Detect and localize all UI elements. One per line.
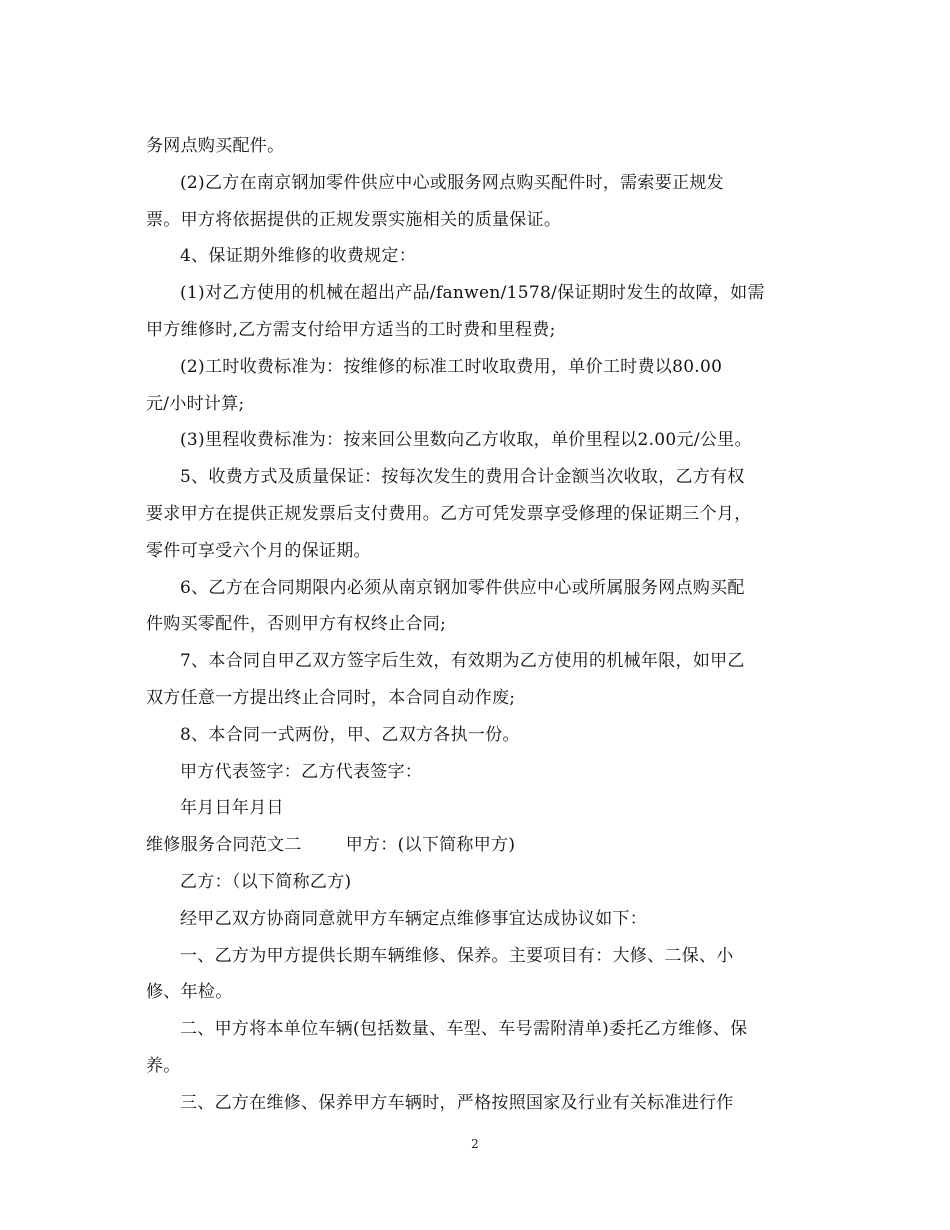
text-line: (3)里程收费标准为：按来回公里数向乙方收取，单价里程以2.00元/公里。: [180, 430, 752, 451]
text-line: 二、甲方将本单位车辆(包括数量、车型、车号需附清单)委托乙方维修、保: [180, 1019, 748, 1040]
text-line: 8、本合同一式两份，甲、乙双方各执一份。: [180, 724, 520, 745]
contract-title-line: [146, 827, 806, 864]
text-line: 双方任意一方提出终止合同时，本合同自动作废;: [146, 687, 516, 708]
page-number: 2: [471, 1137, 479, 1151]
text-line: (2)乙方在南京钢加零件供应中心或服务网点购买配件时，需索要正规发: [180, 172, 724, 193]
text-line: 票。甲方将依据提供的正规发票实施相关的质量保证。: [146, 209, 562, 230]
text-line: 件购买零配件，否则甲方有权终止合同;: [146, 614, 447, 635]
text-line: 6、乙方在合同期限内必须从南京钢加零件供应中心或所属服务网点购买配: [180, 577, 745, 598]
contract-title: 维修服务合同范文二: [146, 835, 302, 856]
text-line: 5、收费方式及质量保证：按每次发生的费用合计金额当次收取，乙方有权: [180, 467, 745, 488]
date-line: 年月日年月日: [180, 798, 284, 819]
text-line: 养。: [146, 1055, 181, 1076]
signature-line: 甲方代表签字：乙方代表签字：: [180, 761, 423, 782]
text-line: 一、乙方为甲方提供长期车辆维修、保养。主要项目有：大修、二保、小: [180, 945, 734, 966]
text-line: 甲方维修时,乙方需支付给甲方适当的工时费和里程费;: [146, 319, 556, 340]
document-body: [146, 128, 806, 1122]
section-heading: 4、保证期外维修的收费规定：: [180, 246, 417, 267]
text-line: (1)对乙方使用的机械在超出产品/fanwen/1578/保证期时发生的故障，如需: [180, 283, 765, 304]
text-line: 务网点购买配件。: [146, 136, 285, 156]
text-line: 修、年检。: [146, 982, 233, 1003]
text-line: 要求甲方在提供正规发票后支付费用。乙方可凭发票享受修理的保证期三个月，: [146, 503, 752, 524]
text-line: (2)工时收费标准为：按维修的标准工时收取费用，单价工时费以80.00: [180, 356, 723, 377]
party-b-label: 乙方：（以下简称乙方): [180, 871, 352, 892]
text-line: 经甲乙双方协商同意就甲方车辆定点维修事宜达成协议如下：: [180, 908, 648, 929]
text-line: 7、本合同自甲乙双方签字后生效，有效期为乙方使用的机械年限，如甲乙: [180, 651, 745, 672]
text-line: 零件可享受六个月的保证期。: [146, 540, 371, 561]
party-a-label: 甲方：(以下简称甲方): [345, 835, 516, 856]
text-line: 元/小时计算;: [146, 393, 245, 414]
text-line: 三、乙方在维修、保养甲方车辆时，严格按照国家及行业有关标准进行作: [180, 1092, 734, 1113]
